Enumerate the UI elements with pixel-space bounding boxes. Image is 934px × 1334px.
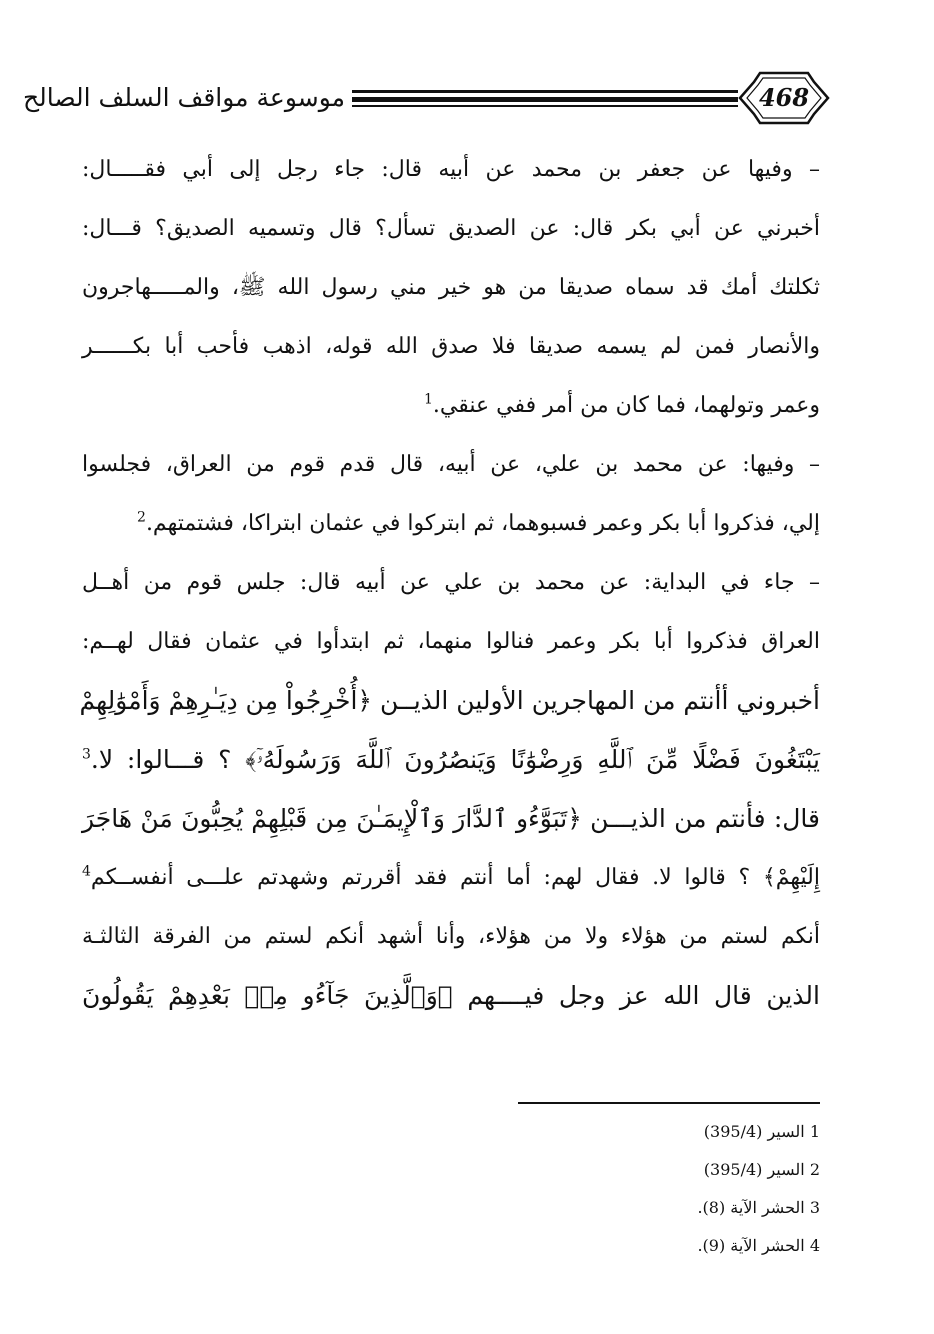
footnote: 2 السير (395/4): [703, 1160, 820, 1179]
text-line: أخبروني أأنتم من المهاجرين الأولين الذيــن ﴿أُخْرِجُواْ مِن دِيَـٰرِهِمْ وَأَمْوَٰلِهِمْ: [79, 686, 820, 715]
text-line: وعمر وتولهما، فما كان من أمر ففي عنقي.$^1$: [423, 391, 820, 418]
footnotes: [520, 1113, 820, 1265]
text-line: ثكلتك أمك قد سماه صديقا من هو خير مني رسول الله ﷺ، والمـــــهاجرون: [82, 275, 820, 300]
text-line: والأنصار فمن لم يسمه صديقا فلا صدق الله قوله، اذهب فأحب أبا بكــــــر: [82, 334, 820, 359]
footnote-marker: 3: [82, 746, 91, 763]
text-line: إِلَيْهِمْ﴾ ؟ قالوا لا. فقال لهم: أما أنتم فقد أقررتم وشهدتم علـــى أنفســكم$^4$: [82, 863, 820, 890]
main-text: [79, 140, 820, 1025]
footnote: 3 الحشر الآية (8).: [697, 1198, 820, 1217]
text-line: أنكم لستم من هؤلاء ولا من هؤلاء، وأنا أشهد أنكم لستم من الفرقة الثالثـة: [82, 924, 820, 949]
text-line: أخبرني عن أبي بكر قال: عن الصديق تسأل؟ قال وتسميه الصديق؟ قـــال:: [82, 216, 820, 241]
text-line: – وفيها: عن محمد بن علي، عن أبيه، قال قدم قوم من العراق، فجلسوا: [82, 452, 820, 477]
footnote-separator: [518, 1102, 820, 1104]
footnote: 1 السير (395/4): [703, 1122, 820, 1141]
page-header: [22, 70, 830, 126]
footnote: 4 الحشر الآية (9).: [697, 1236, 820, 1255]
footnote-marker: 1: [423, 391, 433, 408]
text-line: الذين قال الله عز وجل فيــــهم ﴿وَٱلَّذِينَ جَآءُو مِنۢ بَعْدِهِمْ يَقُولُونَ: [82, 981, 820, 1010]
text-line: إلي، فذكروا أبا بكر وعمر فسبوهما، ثم ابتركوا في عثمان ابتراكا، فشتمتهم.$^2$: [137, 509, 820, 536]
footnote-marker: 2: [137, 509, 146, 526]
book-title: موسوعة مواقف السلف الصالح: [22, 83, 345, 112]
header-ornamental-rule: [352, 90, 738, 108]
text-line: – وفيها عن جعفر بن محمد عن أبيه قال: جاء رجل إلى أبي فقـــــال:: [82, 157, 820, 182]
text-line: – جاء في البداية: عن محمد بن علي عن أبيه قال: جلس قوم من أهــل: [82, 570, 820, 595]
footnote-marker: 4: [82, 863, 91, 880]
text-line: يَبْتَغُونَ فَضْلًا مِّنَ ٱللَّهِ وَرِضْوَٰنًا وَيَنصُرُونَ ٱللَّهَ وَرَسُولَهُۥٓ﴾ ؟ قـــالوا: لا.$^3$: [82, 745, 820, 774]
page-number-badge: [738, 70, 830, 126]
text-line: العراق فذكروا أبا بكر وعمر فنالوا منهما، ثم ابتدأوا في عثمان فقال لهــم:: [82, 629, 820, 654]
page-number: 468: [758, 83, 810, 112]
text-line: قال: فأنتم من الذيـــن ﴿تَبَوَّءُو ٱلدَّارَ وَٱلْإِيمَـٰنَ مِن قَبْلِهِمْ يُحِبُّونَ مَنْ هَاجَرَ: [82, 804, 820, 833]
